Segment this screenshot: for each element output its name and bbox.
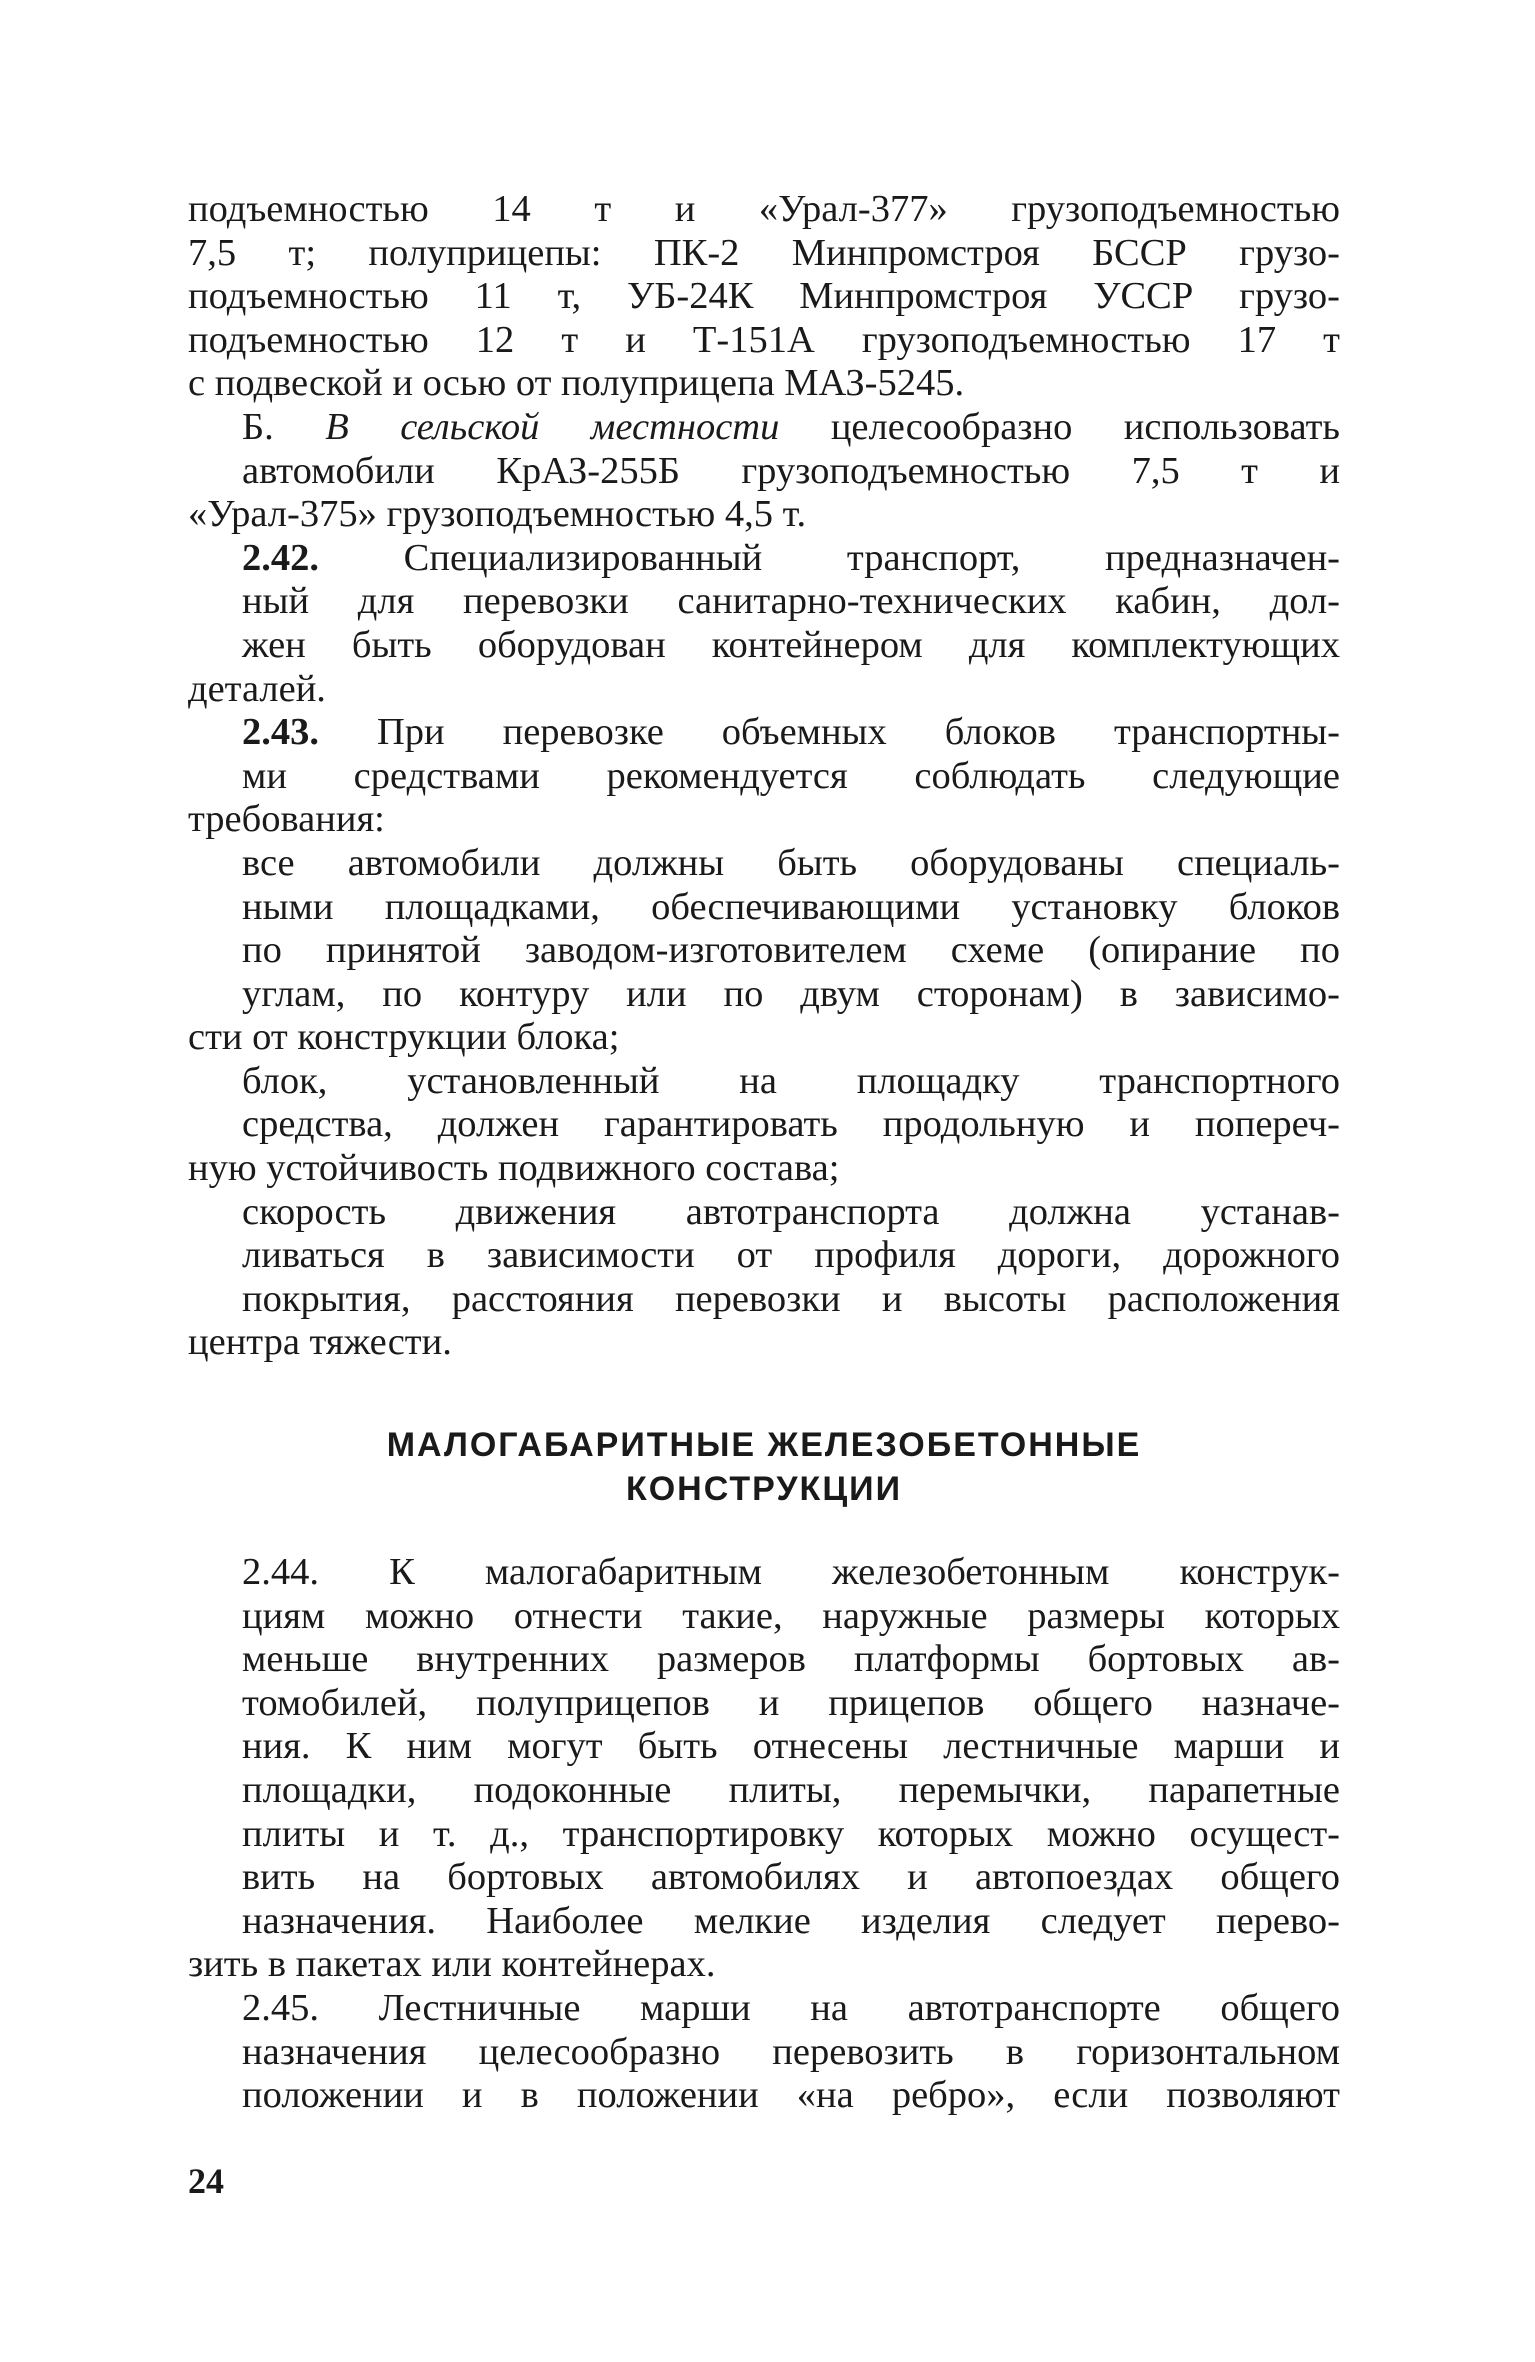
paragraph-2-44: [188, 1551, 1340, 1943]
requirement-3-end: [188, 1321, 1340, 1365]
text-line: подъемностью 14 т и «Урал-377» грузоподъемностью: [188, 188, 1340, 230]
section-number: 2.45.: [242, 1986, 319, 2029]
text-line: 7,5 т; полуприцепы: ПК-2 Минпромстроя БССР грузо-: [188, 231, 1340, 274]
text-line: вить на бортовых автомобилях и автопоездах общего: [242, 1856, 1340, 1899]
text-line: подъемностью 12 т и Т-151А грузоподъемностью 17 т: [188, 318, 1340, 361]
text-line: по принятой заводом-изготовителем схеме (опирание по: [242, 929, 1340, 972]
text-line: [188, 537, 1340, 581]
text-line: положении и в положении «на ребро», если позволяют: [242, 2074, 1340, 2117]
paragraph-2-45: [188, 1987, 1340, 2118]
text-fragment: При перевозке объемных блоков транспортны-: [376, 711, 1340, 754]
paragraph-continuation: [188, 188, 1340, 362]
text-line: ный для перевозки санитарно-технических кабин, дол-: [242, 580, 1340, 623]
text-line: скорость движения автотранспорта должна устанав-: [242, 1190, 1340, 1233]
heading-line: КОНСТРУКЦИИ: [625, 1470, 903, 1509]
text-line: средства, должен гарантировать продольную и попереч-: [242, 1103, 1340, 1146]
text-line: ную устойчивость подвижного состава;: [188, 1147, 840, 1190]
paragraph-continuation-end: [188, 362, 1340, 406]
text-line: площадки, подоконные плиты, перемычки, парапетные: [242, 1769, 1340, 1811]
paragraph-b: [188, 406, 1340, 493]
text-line: требования:: [188, 798, 385, 841]
paragraph-2-42: [188, 537, 1340, 668]
text-line: «Урал-375» грузоподъемностью 4,5 т.: [188, 493, 807, 536]
section-number: 2.42.: [242, 536, 319, 579]
section-heading: [188, 1423, 1340, 1511]
requirement-2: [188, 1060, 1340, 1147]
paragraph-2-43-end: [188, 798, 1340, 842]
paragraph-b-end: [188, 493, 1340, 537]
text-line: [188, 1551, 1340, 1595]
text-line: циям можно отнести такие, наружные размеры которых: [242, 1594, 1340, 1637]
text-line: томобилей, полуприцепов и прицепов общего назначе-: [242, 1681, 1340, 1724]
text-line: с подвеской и осью от полуприцепа МАЗ-5245.: [188, 362, 965, 405]
page-body: [188, 188, 1340, 2118]
requirement-1-end: [188, 1016, 1340, 1060]
paragraph-2-43: [188, 711, 1340, 798]
text-line: центра тяжести.: [188, 1321, 452, 1364]
text-fragment: целесообразно использовать: [830, 405, 1340, 448]
item-label: Б.: [242, 405, 274, 448]
paragraph-2-42-end: [188, 668, 1340, 712]
text-line: автомобили КрАЗ-255Б грузоподъемностью 7,5 т и: [242, 449, 1340, 492]
text-line: жен быть оборудован контейнером для комплектующих: [242, 623, 1340, 666]
text-line: меньше внутренних размеров платформы бортовых ав-: [242, 1638, 1340, 1681]
text-line: сти от конструкции блока;: [188, 1016, 620, 1059]
text-line: плиты и т. д., транспортировку которых можно осущест-: [242, 1812, 1340, 1855]
text-line: ми средствами рекомендуется соблюдать следующие: [242, 754, 1340, 797]
text-line: назначения. Наиболее мелкие изделия следует перево-: [242, 1899, 1340, 1942]
heading-line: МАЛОГАБАРИТНЫЕ ЖЕЛЕЗОБЕТОННЫЕ: [386, 1426, 1142, 1465]
text-line: [188, 406, 1340, 450]
text-line: назначения целесообразно перевозить в горизонтальном: [242, 2030, 1340, 2073]
requirement-1: [188, 842, 1340, 1016]
text-line: [188, 711, 1340, 755]
requirement-3: [188, 1191, 1340, 1322]
text-fragment: Лестничные марши на автотранспорте общего: [378, 1986, 1340, 2029]
text-line: подъемностью 11 т, УБ-24К Минпромстроя УССР грузо-: [188, 275, 1340, 318]
text-fragment: К малогабаритным железобетонным конструк-: [389, 1551, 1341, 1594]
text-line: ния. К ним могут быть отнесены лестничные марши и: [242, 1725, 1340, 1768]
text-line: [188, 1987, 1340, 2031]
section-number: 2.43.: [242, 711, 319, 754]
text-line: деталей.: [188, 667, 326, 710]
paragraph-2-44-end: [188, 1943, 1340, 1987]
italic-phrase: В сельской местности: [325, 405, 780, 448]
page-number: 24: [188, 2161, 224, 2201]
text-line: покрытия, расстояния перевозки и высоты расположения: [242, 1277, 1340, 1320]
text-fragment: Специализированный транспорт, предназначен-: [403, 536, 1340, 579]
text-line: ными площадками, обеспечивающими установку блоков: [242, 885, 1340, 928]
text-line: углам, по контуру или по двум сторонам) в зависимо-: [242, 972, 1340, 1015]
text-line: все автомобили должны быть оборудованы специаль-: [242, 841, 1340, 884]
section-number: 2.44.: [242, 1551, 319, 1594]
requirement-2-end: [188, 1147, 1340, 1191]
text-line: зить в пакетах или контейнерах.: [188, 1943, 716, 1986]
text-line: блок, установленный на площадку транспортного: [242, 1059, 1340, 1102]
text-line: ливаться в зависимости от профиля дороги, дорожного: [242, 1234, 1340, 1277]
